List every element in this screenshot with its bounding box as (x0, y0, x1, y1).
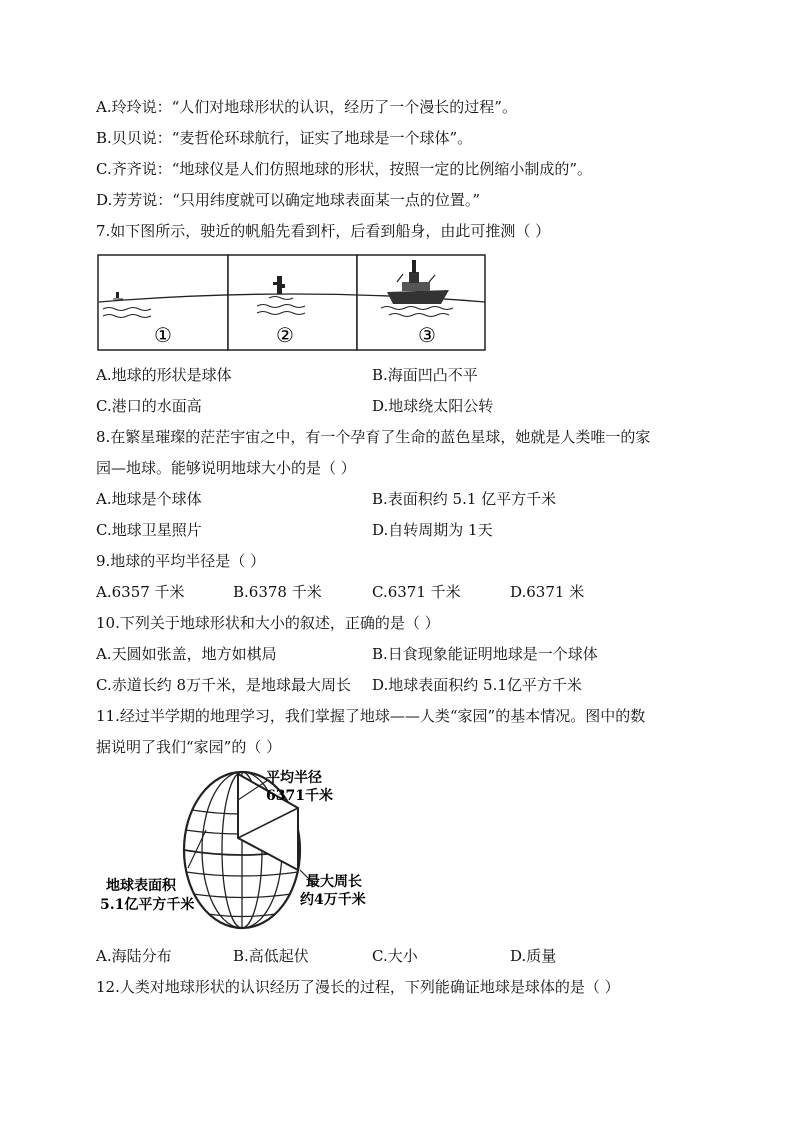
panel-label-1: ① (154, 323, 172, 347)
q10-stem: 10.下列关于地球形状和大小的叙述，正确的是（ ） (96, 614, 440, 632)
q9-option-c: C.6371 千米 (372, 583, 461, 601)
q9-option-b: B.6378 千米 (233, 583, 322, 601)
q11-option-a: A.海陆分布 (96, 947, 172, 965)
q10-option-b: B.日食现象能证明地球是一个球体 (372, 645, 598, 663)
q11-option-b: B.高低起伏 (233, 947, 309, 965)
q11-option-c: C.大小 (372, 947, 418, 965)
q6-option-b: B.贝贝说：“麦哲伦环球航行，证实了地球是一个球体”。 (96, 129, 473, 147)
q9-option-d: D.6371 米 (510, 583, 585, 601)
q7-stem: 7.如下图所示，驶近的帆船先看到杆，后看到船身，由此可推测（ ） (96, 222, 551, 240)
q12-stem: 12.人类对地球形状的认识经历了漫长的过程，下列能确证地球是球体的是（ ） (96, 978, 620, 996)
q10-option-d: D.地球表面积约 5.1亿平方千米 (372, 676, 582, 694)
q10-option-c: C.赤道长约 8万千米，是地球最大周长 (96, 676, 352, 694)
q9-option-a: A.6357 千米 (96, 583, 185, 601)
q7-option-c: C.港口的水面高 (96, 397, 202, 415)
radius-label-1: 平均半径 (266, 770, 322, 786)
radius-label-2: 6371千米 (266, 788, 333, 804)
q7-option-a: A.地球的形状是球体 (96, 366, 232, 384)
panel-label-2: ② (276, 323, 294, 347)
earth-size-figure (100, 760, 390, 935)
q6-option-a: A.玲玲说：“人们对地球形状的认识，经历了一个漫长的过程”。 (96, 98, 517, 116)
q11-option-d: D.质量 (510, 947, 557, 965)
q9-stem: 9.地球的平均半径是（ ） (96, 552, 266, 570)
q8-option-c: C.地球卫星照片 (96, 521, 202, 539)
q7-option-b: B.海面凹凸不平 (372, 366, 478, 384)
q8-option-d: D.自转周期为 1天 (372, 521, 493, 539)
q11-stem-line1: 11.经过半学期的地理学习，我们掌握了地球——人类“家园”的基本情况。图中的数 (96, 707, 646, 725)
q8-option-a: A.地球是个球体 (96, 490, 202, 508)
circumference-label-1: 最大周长 (306, 874, 362, 890)
circumference-label-2: 约4万千米 (300, 892, 366, 908)
ship-sequence-figure (97, 254, 487, 352)
q6-option-c: C.齐齐说：“地球仪是人们仿照地球的形状，按照一定的比例缩小制成的”。 (96, 160, 593, 178)
area-label-2: 5.1亿平方千米 (100, 897, 195, 913)
q10-option-a: A.天圆如张盖，地方如棋局 (96, 645, 277, 663)
area-label-1: 地球表面积 (106, 878, 176, 894)
q8-stem-line2: 园—地球。能够说明地球大小的是（ ） (96, 459, 356, 477)
q6-option-d: D.芳芳说：“只用纬度就可以确定地球表面某一点的位置。” (96, 191, 481, 209)
q8-option-b: B.表面积约 5.1 亿平方千米 (372, 490, 557, 508)
q11-stem-line2: 据说明了我们“家园”的（ ） (96, 738, 282, 756)
panel-label-3: ③ (418, 323, 436, 347)
q7-option-d: D.地球绕太阳公转 (372, 397, 494, 415)
q8-stem-line1: 8.在繁星璀璨的茫茫宇宙之中，有一个孕育了生命的蓝色星球，她就是人类唯一的家 (96, 428, 651, 446)
